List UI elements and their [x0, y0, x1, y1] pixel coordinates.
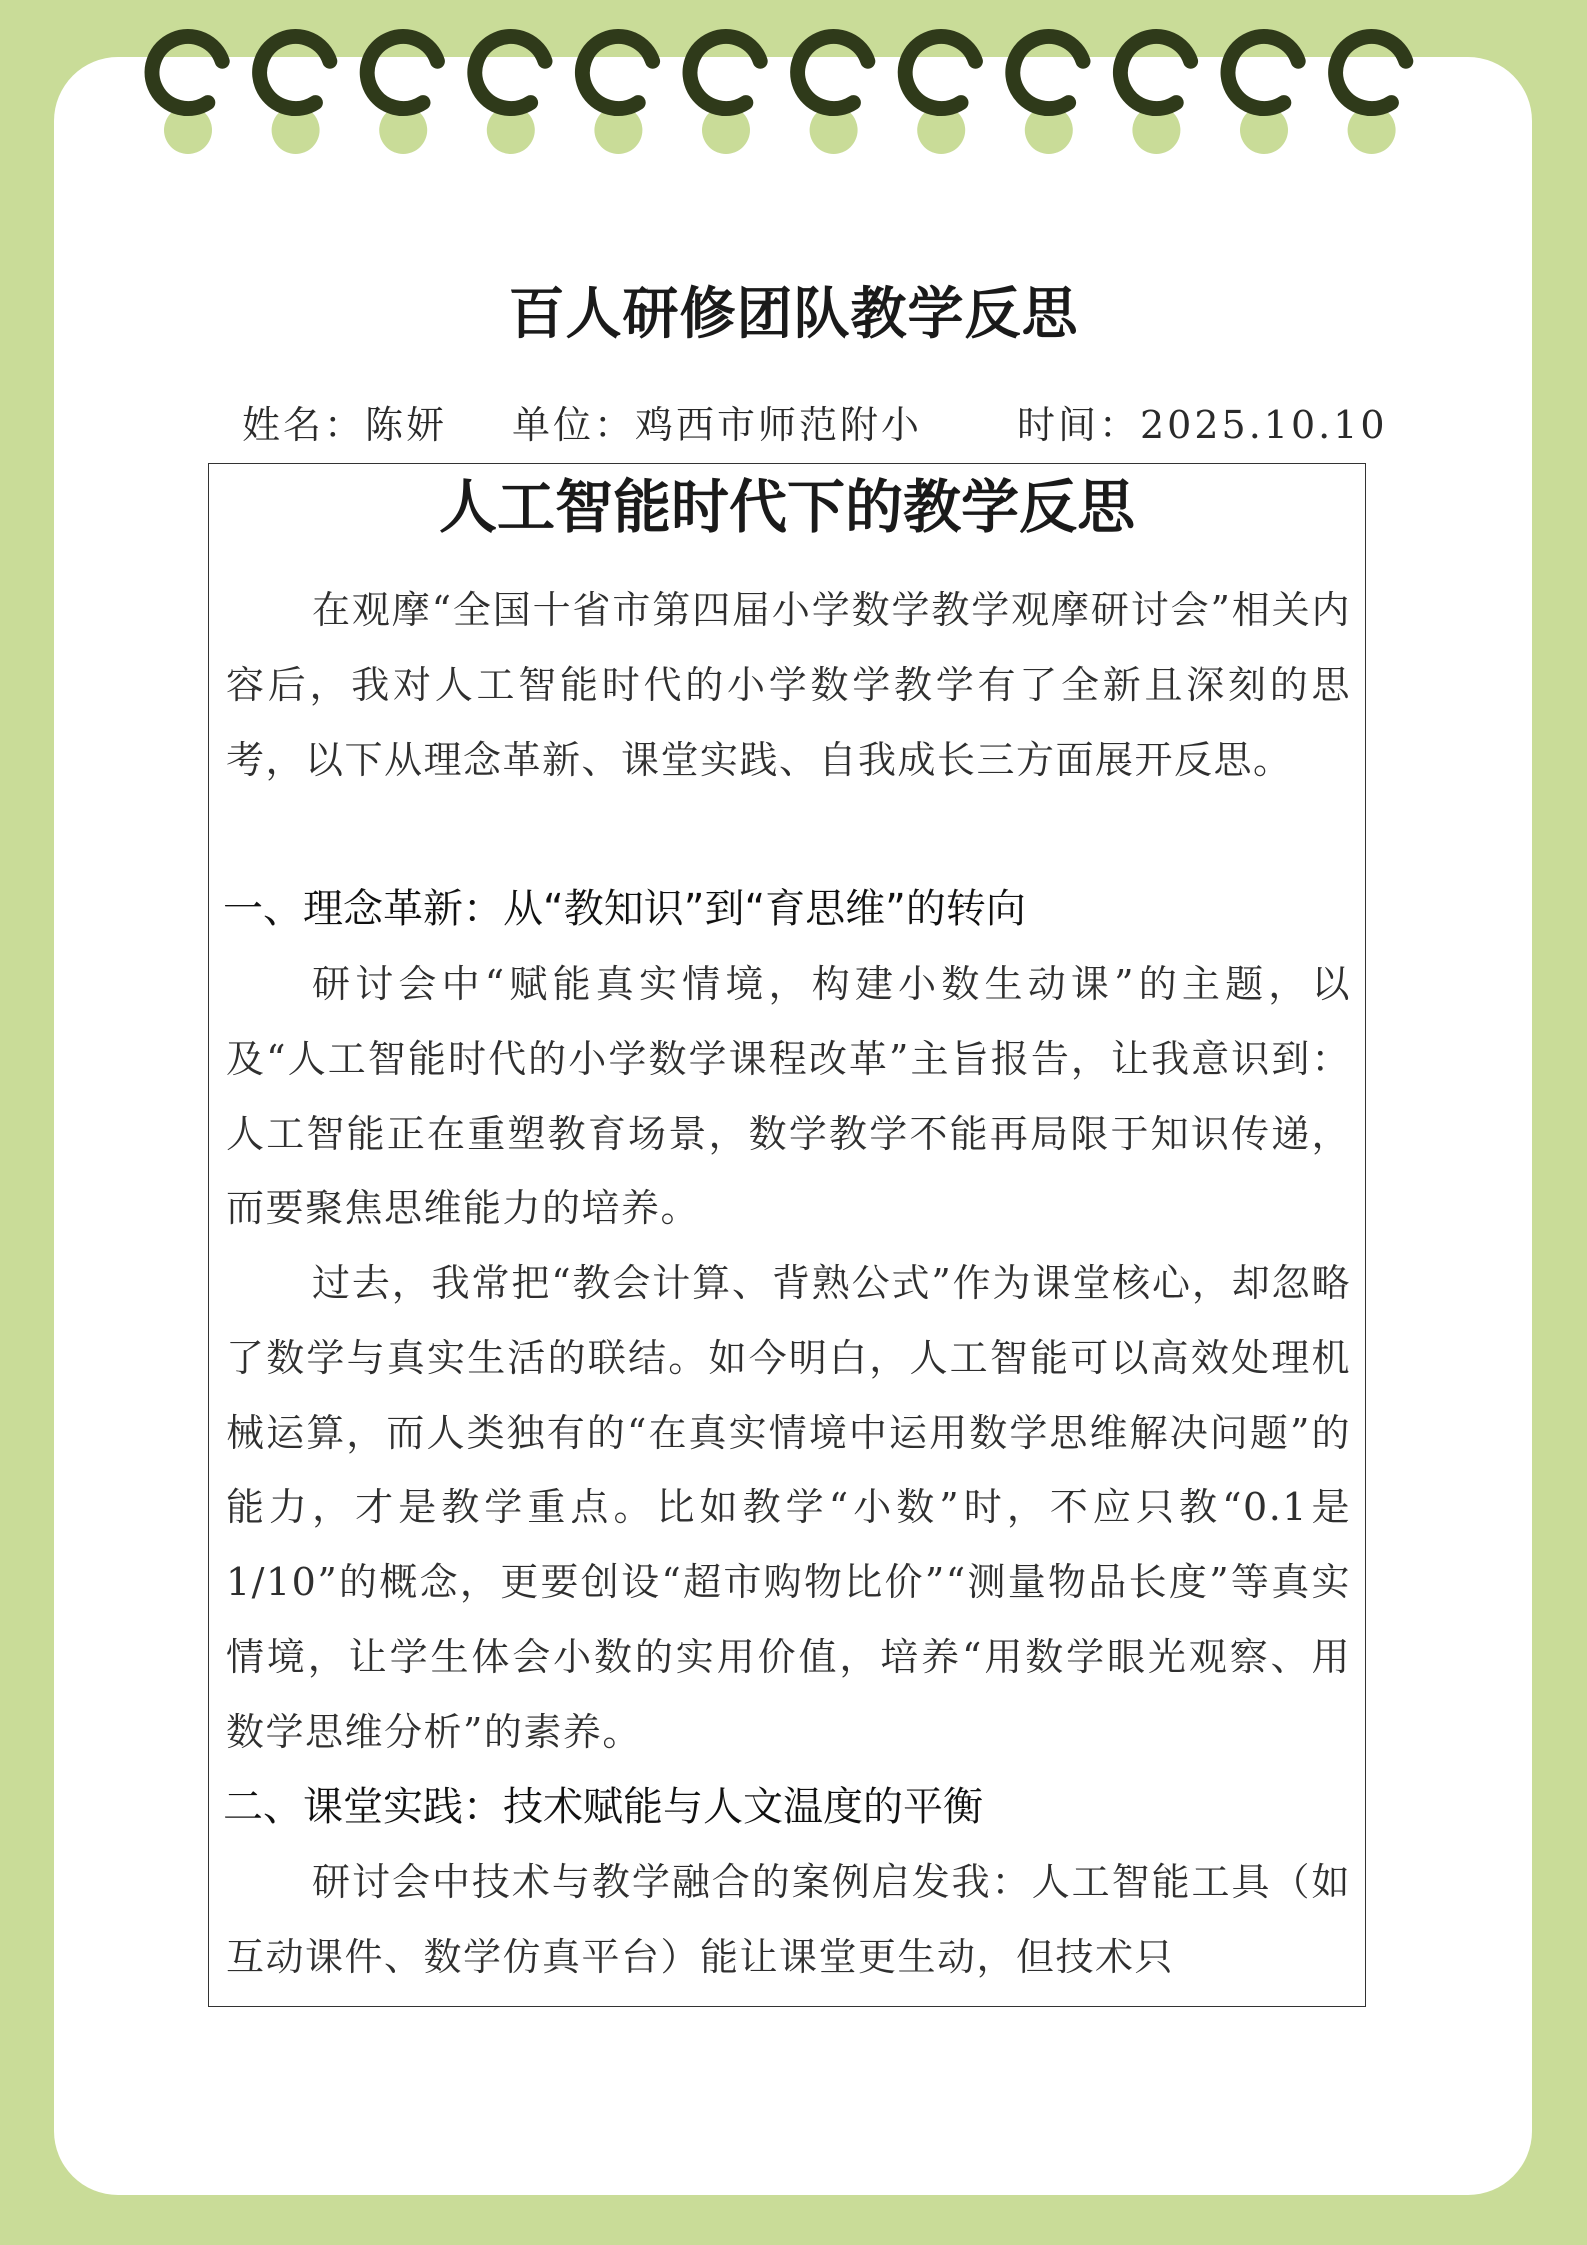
binder-ring [798, 37, 868, 154]
binder-ring [582, 37, 652, 154]
section-1-paragraph-1: 研讨会中“赋能真实情境，构建小数生动课”的主题，以及“人工智能时代的小学数学课程改革”主旨报告，让我意识到：人工智能正在重塑教育场景，数学教学不能再局限于知识传递，而要聚焦思维能力的培养。 [226, 962, 1351, 1231]
document-date: 时间：2025.10.10 [1017, 403, 1388, 447]
author-unit: 单位：鸡西市师范附小 [512, 403, 923, 447]
binder-ring [152, 37, 222, 154]
binder-ring [367, 37, 437, 154]
section-2-paragraph-1: 研讨会中技术与教学融合的案例启发我：人工智能工具（如互动课件、数学仿真平台）能让课堂更生动，但技术只 [226, 1860, 1351, 1979]
binder-ring [1336, 37, 1406, 154]
author-name: 姓名：陈妍 [242, 403, 448, 447]
intro-paragraph: 在观摩“全国十省市第四届小学数学教学观摩研讨会”相关内容后，我对人工智能时代的小学数学教学有了全新且深刻的思考，以下从理念革新、课堂实践、自我成长三方面展开反思。 [226, 588, 1351, 782]
binder-ring [260, 37, 330, 154]
binder-ring [690, 37, 760, 154]
section-1-heading: 一、理念革新：从“教知识”到“育思维”的转向 [223, 886, 1026, 932]
binder-ring [905, 37, 975, 154]
section-2-heading: 二、课堂实践：技术赋能与人文温度的平衡 [223, 1784, 983, 1830]
binder-ring [1013, 37, 1083, 154]
section-1-paragraph-2: 过去，我常把“教会计算、背熟公式”作为课堂核心，却忽略了数学与真实生活的联结。如今明白，人工智能可以高效处理机械运算，而人类独有的“在真实情境中运用数学思维解决问题”的能力，才是教学重点。比如教学“小数”时，不应只教“0.1是1/10”的概念，更要创设“超市购物比价”“测量物品长度”等真实情境，让学生体会小数的实用价值，培养“用数学眼光观察、用数学思维分析”的素养。 [226, 1261, 1351, 1754]
article-frame [208, 463, 1366, 2007]
binder-ring [1120, 37, 1190, 154]
binder-ring [1228, 37, 1298, 154]
page-title: 百人研修团队教学反思 [508, 281, 1079, 347]
binder-ring [475, 37, 545, 154]
article-title: 人工智能时代下的教学反思 [438, 473, 1135, 541]
binder-rings [0, 0, 1587, 170]
